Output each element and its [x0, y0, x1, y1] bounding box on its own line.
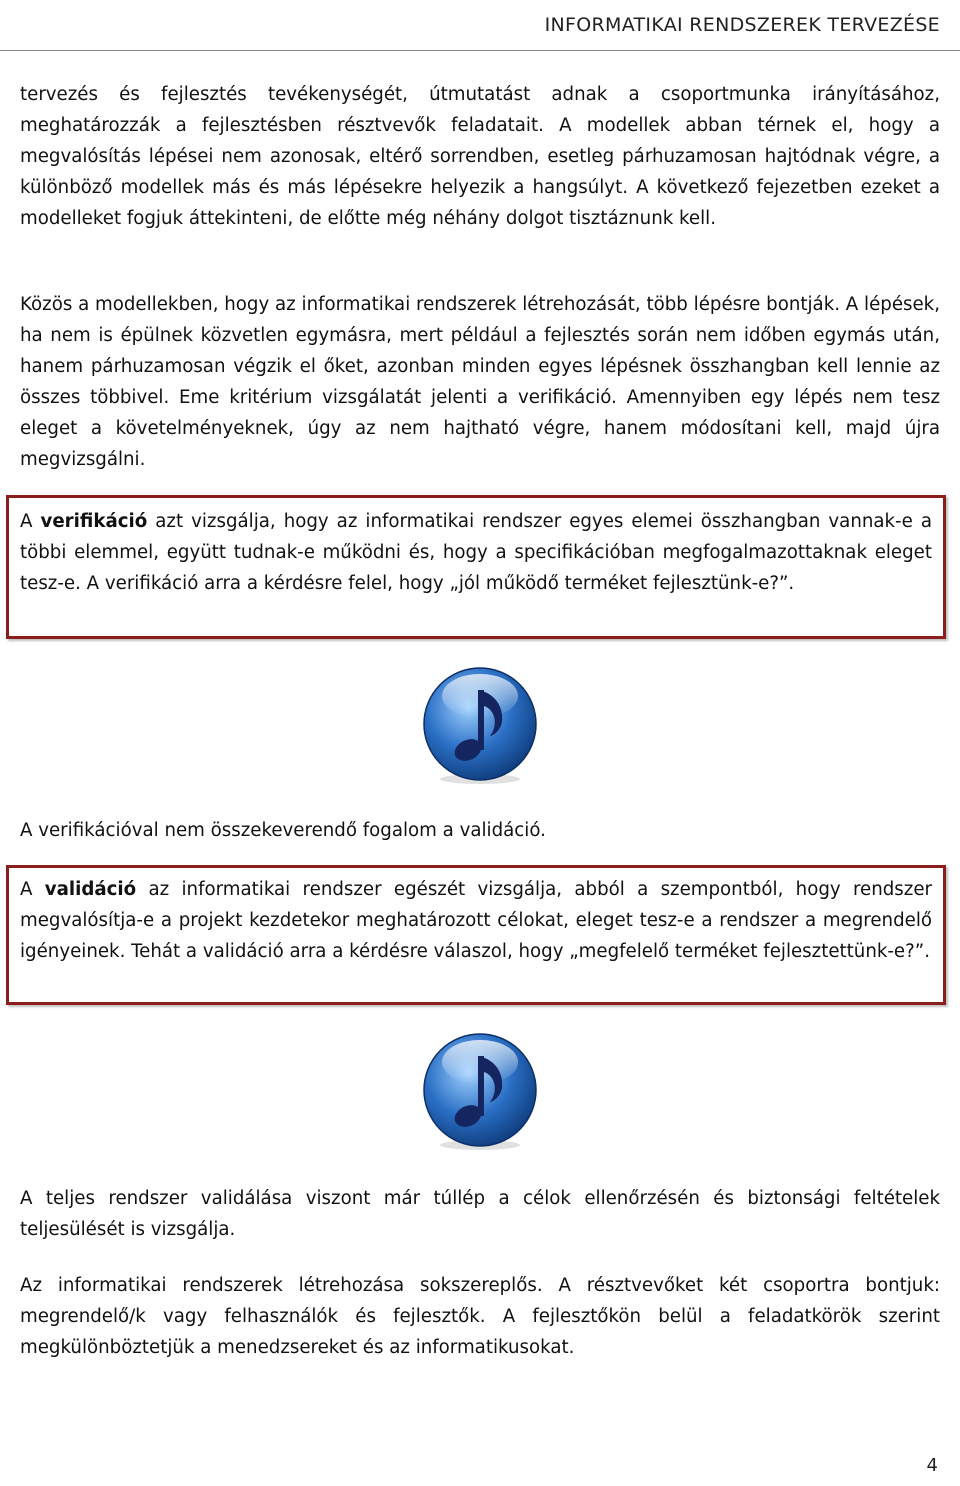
verification-text: azt vizsgálja, hogy az informatikai rendszer egyes elemei összhangban vannak-e a többi elemmel, együtt tudnak-e működni és, hogy a specifikációban megfogalmazottaknak eleget tesz-e. A verifikáció arra a kérdésre felel, hogy „jól működő terméket fejlesztünk-e?”. — [20, 511, 932, 594]
validation-prefix: A — [20, 879, 45, 900]
music-note-icon — [420, 666, 540, 786]
definition-box-validation — [6, 865, 946, 1005]
music-note-icon — [420, 1032, 540, 1152]
paragraph-intro: tervezés és fejlesztés tevékenységét, útmutatást adnak a csoportmunka irányításához, meghatározzák a fejlesztésben résztvevők feladatait. A modellek abban térnek el, hogy a megvalósítás lépései nem azonosak, eltérő sorrendben, esetleg párhuzamosan hajtódnak végre, a különböző modellek más és más lépésekre helyezik a hangsúlyt. A következő fejezetben ezeket a modelleket fogjuk áttekinteni, de előtte még néhány dolgot tisztáznunk kell. — [20, 84, 940, 229]
paragraph-validation-intro: A verifikációval nem összekeverendő fogalom a validáció. — [20, 820, 546, 841]
paragraph-common-models: Közös a modellekben, hogy az informatikai rendszerek létrehozását, több lépésre bontják. A lépések, ha nem is épülnek közvetlen egymásra, mert például a fejlesztés során nem időben egymás után, hanem párhuzamosan végzik el őket, azonban minden egyes lépésnek összhangban kell lennie az összes többivel. Eme kritérium vizsgálatát jelenti a verifikáció. Amennyiben egy lépés nem tesz eleget a követelményeknek, úgy az nem hajtható végre, hanem módosítani kell, majd újra megvizsgálni. — [20, 294, 940, 470]
term-validation: validáció — [44, 879, 137, 900]
page-number: 4 — [926, 1455, 938, 1476]
paragraph-system-validation: A teljes rendszer validálása viszont már túllép a célok ellenőrzésén és biztonsági feltételek teljesülését is vizsgálja. — [20, 1188, 940, 1240]
definition-box-verification — [6, 495, 946, 639]
validation-text: az informatikai rendszer egészét vizsgálja, abból a szempontból, hogy rendszer megvalósítja-e a projekt kezdetekor meghatározott célokat, eleget tesz-e a rendszer a megrendelő igényeinek. Tehát a validáció arra a kérdésre válaszol, hogy „megfelelő terméket fejlesztettünk-e?”. — [20, 879, 932, 962]
header-divider — [0, 50, 960, 51]
verification-definition — [20, 506, 932, 599]
term-verification: verifikáció — [40, 511, 148, 532]
running-header: INFORMATIKAI RENDSZEREK TERVEZÉSE — [544, 14, 940, 36]
paragraph-participants: Az informatikai rendszerek létrehozása sokszereplős. A résztvevőket két csoportra bontjuk: megrendelő/k vagy felhasználók és fejlesztők. A fejlesztőkön belül a feladatkörök szerint megkülönböztetjük a menedzsereket és az informatikusokat. — [20, 1275, 940, 1358]
verification-prefix: A — [20, 511, 41, 532]
validation-definition — [20, 874, 932, 967]
